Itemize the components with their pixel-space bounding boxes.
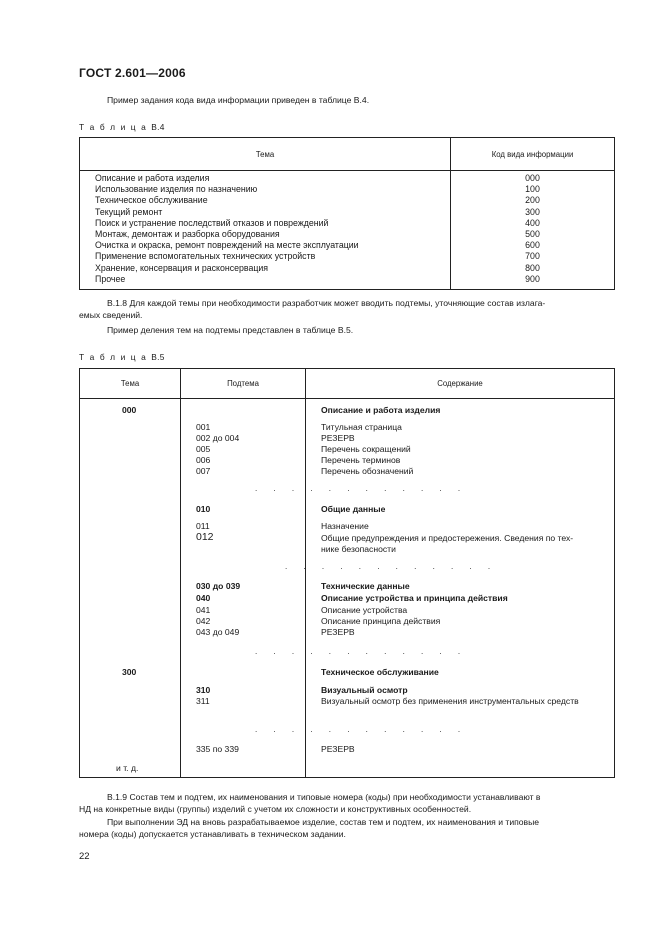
- content-012-line1: Общие предупреждения и предостережения. Сведения по тех-: [321, 533, 574, 543]
- subtopic-012: 012: [196, 531, 214, 543]
- table4-row-topic: Описание и работа изделия: [95, 173, 210, 183]
- table4-topics-column: [95, 173, 450, 285]
- subtopic-335: 335 по 339: [196, 744, 239, 754]
- table4-header-code: Код вида информации: [451, 138, 615, 171]
- table5-header-subtopic: Подтема: [181, 369, 306, 399]
- dots-separator: . . . . . . . . . . . .: [255, 725, 468, 734]
- table4-row-topic: Техническое обслуживание: [95, 195, 208, 206]
- document-code: ГОСТ 2.601—2006: [79, 66, 186, 80]
- content-300-heading: Техническое обслуживание: [321, 667, 439, 677]
- table4-row-topic: Применение вспомогательных технических устройств: [95, 251, 316, 262]
- content-007: Перечень обозначений: [321, 466, 414, 476]
- table4-caption: [79, 122, 165, 132]
- subtopic-002: 002 до 004: [196, 433, 240, 443]
- table4-row-code: 900: [525, 273, 540, 284]
- para-b19-line4: номера (коды) допускается устанавливать в техническом задании.: [79, 829, 346, 839]
- content-335: РЕЗЕРВ: [321, 744, 355, 754]
- table4-row-code: 700: [525, 251, 540, 262]
- table4-row-code: 100: [525, 184, 540, 195]
- subtopic-043: 043 до 049: [196, 627, 240, 637]
- dots-separator: . . . . . . . . . . . .: [255, 647, 468, 656]
- table5-caption-word: Т а б л и ц а: [79, 352, 148, 362]
- table4-caption-number: В.4: [151, 122, 165, 132]
- para-b18-line1: В.1.8 Для каждой темы при необходимости разработчик может вводить подтемы, уточняющие состав излага-: [107, 298, 546, 308]
- table4-row-code: 200: [525, 195, 540, 206]
- content-043: РЕЗЕРВ: [321, 627, 355, 637]
- para-b19-line2: НД на конкретные виды (группы) изделий с учетом их сложности и конструктивных особенностей.: [79, 804, 472, 814]
- topic-300: 300: [122, 667, 137, 677]
- table4-row-code: 500: [525, 228, 540, 239]
- content-030: Технические данные: [321, 581, 410, 591]
- table4-caption-word: Т а б л и ц а: [79, 122, 148, 132]
- table4-row-topic: Очистка и окраска, ремонт повреждений на месте эксплуатации: [95, 240, 359, 251]
- table4-row-code: 000: [525, 173, 540, 183]
- para-b18-line3: Пример деления тем на подтемы представлен в таблице В.5.: [107, 325, 354, 335]
- subtopic-030: 030 до 039: [196, 581, 241, 591]
- table4-row-topic: Текущий ремонт: [95, 206, 163, 217]
- content-000-heading: Описание и работа изделия: [321, 405, 441, 415]
- table5-caption-number: В.5: [151, 352, 165, 362]
- subtopic-006: 006: [196, 455, 211, 465]
- para-b19-line3: При выполнении ЭД на вновь разрабатываемое изделие, состав тем и подтем, их наименования и типовые: [107, 817, 540, 827]
- table5-content-column: [306, 399, 614, 777]
- table4-row-code: 600: [525, 240, 540, 251]
- content-010: Общие данные: [321, 504, 386, 514]
- content-001: Титульная страница: [321, 422, 402, 432]
- table4-codes-column: [451, 173, 614, 285]
- table5-caption: [79, 352, 165, 362]
- subtopic-042: 042: [196, 616, 211, 626]
- content-005: Перечень сокращений: [321, 444, 411, 454]
- table4-row-topic: Монтаж, демонтаж и разборка оборудования: [95, 228, 280, 239]
- topic-etc: и т. д.: [116, 763, 139, 773]
- table4-row-topic: Использование изделия по назначению: [95, 184, 258, 195]
- table-b4: [79, 137, 615, 290]
- table4-header-topic: Тема: [80, 138, 451, 171]
- table5-topic-column: [80, 399, 180, 777]
- content-041: Описание устройства: [321, 605, 408, 615]
- table4-row-topic: Поиск и устранение последствий отказов и повреждений: [95, 217, 329, 228]
- table4-row-topic: Хранение, консервация и расконсервация: [95, 262, 269, 273]
- subtopic-311: 311: [196, 696, 210, 706]
- intro-paragraph: Пример задания кода вида информации приведен в таблице В.4.: [107, 95, 370, 105]
- table5-header-topic: Тема: [80, 369, 181, 399]
- table-b5: [79, 368, 615, 778]
- para-b19-line1: В.1.9 Состав тем и подтем, их наименования и типовые номера (коды) при необходимости устанавливают в: [107, 792, 541, 802]
- content-006: Перечень терминов: [321, 455, 401, 465]
- table4-row-topic: Прочее: [95, 273, 126, 284]
- table4-row-code: 800: [525, 262, 540, 273]
- table5-header-content: Содержание: [306, 369, 615, 399]
- table4-row-code: 300: [525, 206, 540, 217]
- subtopic-005: 005: [196, 444, 211, 454]
- content-310: Визуальный осмотр: [321, 685, 408, 695]
- para-b18-line2: емых сведений.: [79, 310, 143, 320]
- subtopic-010: 010: [196, 504, 211, 514]
- subtopic-310: 310: [196, 685, 211, 695]
- subtopic-011: 011: [196, 521, 210, 531]
- content-002: РЕЗЕРВ: [321, 433, 355, 443]
- dots-separator: . . . . . . . . . . . .: [285, 562, 498, 571]
- table4-row-code: 400: [525, 217, 540, 228]
- subtopic-007: 007: [196, 466, 211, 476]
- content-040: Описание устройства и принципа действия: [321, 593, 508, 603]
- subtopic-040: 040: [196, 593, 211, 603]
- content-011: Назначение: [321, 521, 369, 531]
- content-311: Визуальный осмотр без применения инструментальных средств: [321, 696, 579, 706]
- subtopic-041: 041: [196, 605, 211, 615]
- topic-000: 000: [122, 405, 137, 415]
- content-042: Описание принципа действия: [321, 616, 441, 626]
- dots-separator: . . . . . . . . . . . .: [255, 484, 468, 493]
- table5-subtopic-column: [181, 399, 305, 777]
- page-number: 22: [79, 851, 90, 862]
- content-012-line2: нике безопасности: [321, 544, 396, 554]
- subtopic-001: 001: [196, 422, 211, 432]
